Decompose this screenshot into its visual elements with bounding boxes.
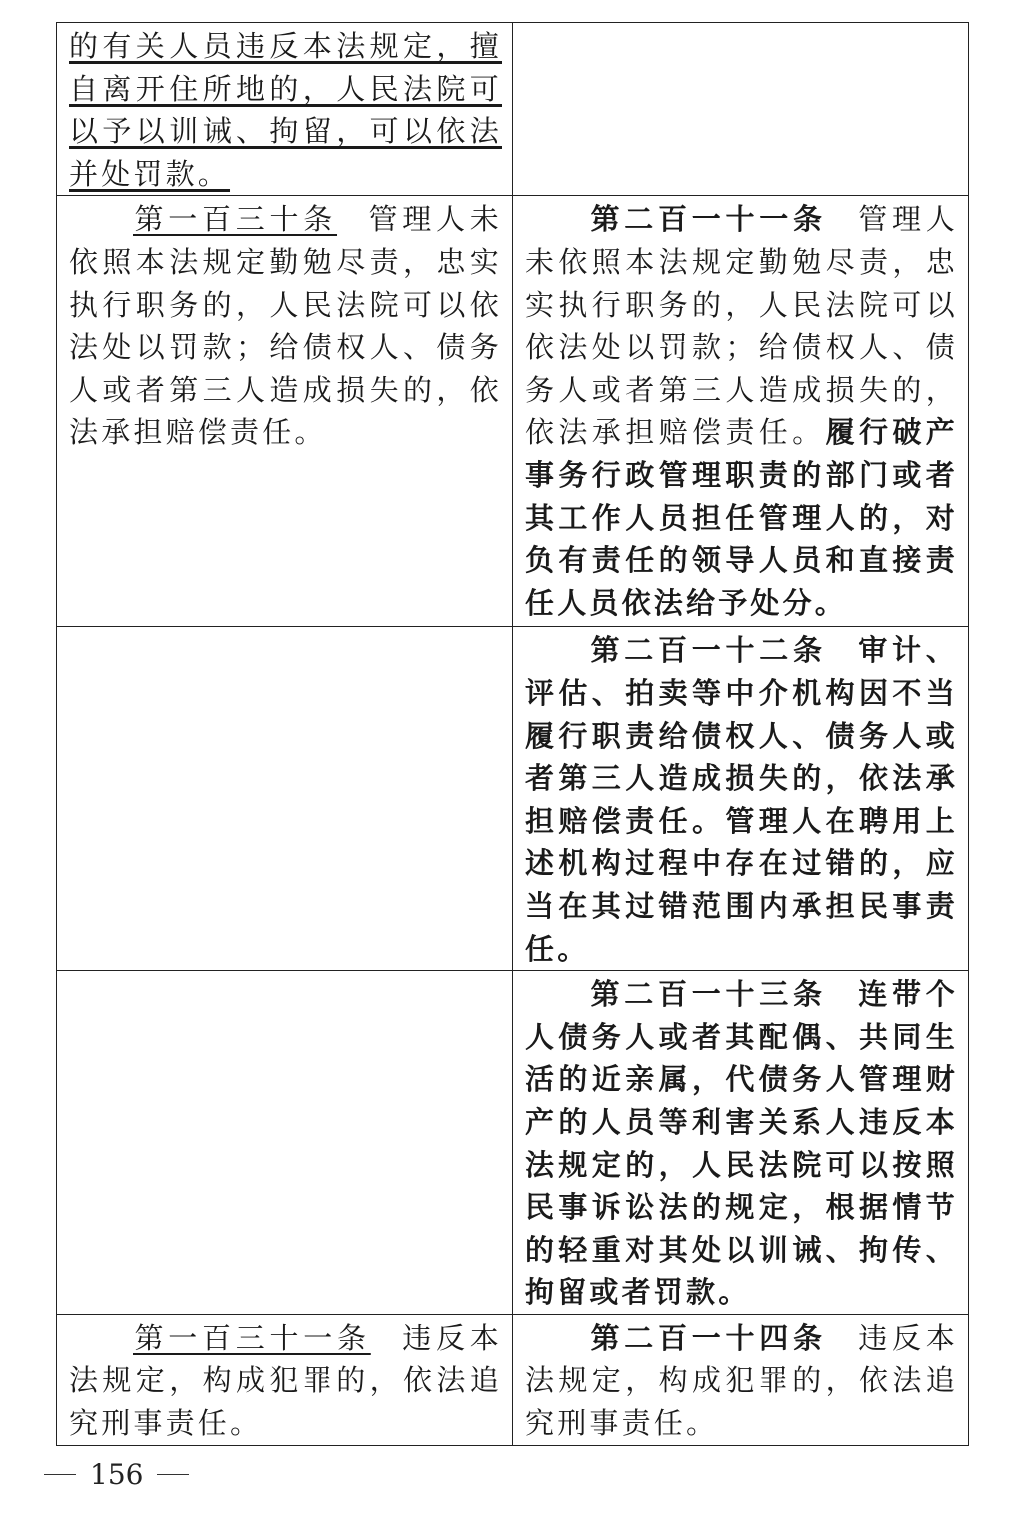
article-number: 第一百三十一条 — [133, 1320, 371, 1355]
added-text: 连带个人债务人或者其配偶、共同生活的近亲属，代债务人管理财产的人员等利害关系人违反本法规定的，人民法院可以按照民事诉讼法的规定，根据情节的轻重对其处以训诫、拘传、拘留或者罚款。 — [525, 977, 958, 1310]
right-cell — [513, 196, 969, 627]
article-number: 第一百三十条 — [133, 202, 338, 237]
table-row — [57, 196, 969, 627]
right-cell — [513, 627, 969, 971]
table-row — [57, 23, 969, 196]
right-cell — [513, 1314, 969, 1445]
right-cell — [513, 23, 969, 196]
page-number: 156 — [90, 1458, 144, 1491]
article-text: 违反本法规定，构成犯罪的，依法追究刑事责任。 — [69, 1320, 502, 1441]
article-number: 第二百一十三条 — [589, 977, 827, 1012]
left-cell — [57, 627, 513, 971]
left-cell — [57, 23, 513, 196]
added-text: 审计、评估、拍卖等中介机构因不当履行职责给债权人、债务人或者第三人造成损失的，依法承担赔偿责任。管理人在聘用上述机构过程中存在过错的，应当在其过错范围内承担民事责任。 — [525, 633, 958, 966]
right-cell — [513, 971, 969, 1315]
table-row — [57, 1314, 969, 1445]
footer-dash-left — [44, 1474, 76, 1476]
table-row — [57, 971, 969, 1315]
page-footer — [30, 1458, 203, 1491]
table-row — [57, 627, 969, 971]
article-text: 管理人未依照本法规定勤勉尽责，忠实执行职务的，人民法院可以依法处以罚款；给债权人、债务人或者第三人造成损失的，依法承担赔偿责任。 — [525, 202, 958, 450]
article-text: 违反本法规定，构成犯罪的，依法追究刑事责任。 — [525, 1320, 958, 1441]
article-number: 第二百一十一条 — [589, 202, 827, 237]
left-cell — [57, 971, 513, 1315]
footer-dash-right — [157, 1474, 189, 1476]
left-cell — [57, 196, 513, 627]
article-number: 第二百一十二条 — [589, 633, 827, 668]
left-cell — [57, 1314, 513, 1445]
article-text: 管理人未依照本法规定勤勉尽责，忠实执行职务的，人民法院可以依法处以罚款；给债权人、债务人或者第三人造成损失的，依法承担赔偿责任。 — [69, 202, 502, 450]
added-text: 履行破产事务行政管理职责的部门或者其工作人员担任管理人的，对负有责任的领导人员和直接责任人员依法给予处分。 — [525, 415, 958, 620]
deleted-text: 的有关人员违反本法规定，擅自离开住所地的，人民法院可以予以训诫、拘留，可以依法并处罚款。 — [69, 29, 502, 191]
article-number: 第二百一十四条 — [589, 1320, 827, 1355]
law-comparison-table — [56, 22, 969, 1446]
